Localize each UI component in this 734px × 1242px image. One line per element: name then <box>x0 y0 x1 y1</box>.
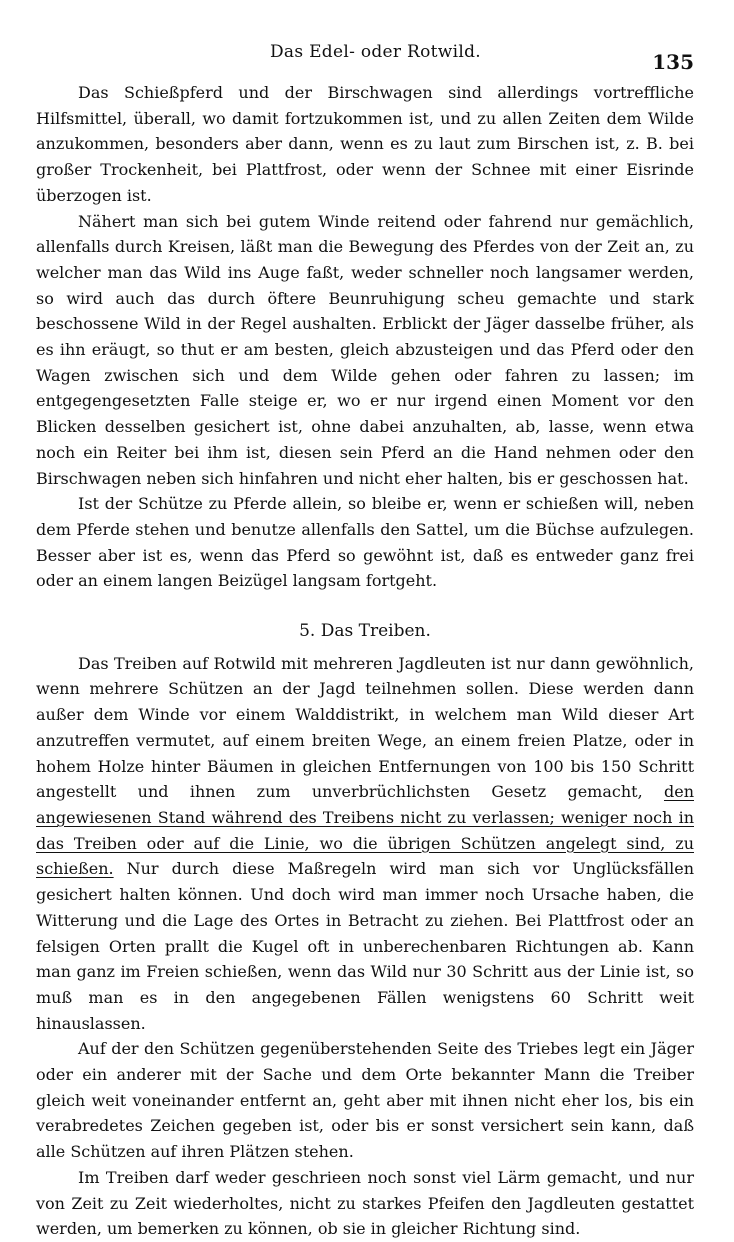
section-heading: 5. Das Treiben. <box>299 621 431 642</box>
body-text <box>36 80 694 1242</box>
paragraph-driven-hunt <box>36 651 694 1037</box>
page-number: 135 <box>652 50 694 74</box>
paragraph-approach: Nähert man sich bei gutem Winde reitend oder fahrend nur gemächlich, allenfalls durch Kreisen, läßt man die Bewegung des Pferdes von der Zeit an, zu welcher man das Wild ins Auge faßt, weder schneller noch langsamer werden, so wird auch das durch öftere Beunruhigung scheu gemachte und stark beschossene Wild in der Regel aushalten. Erblickt der Jäger dasselbe früher, als es ihn eräugt, so thut er am besten, gleich abzusteigen und das Pferd oder den Wagen zwischen sich und dem Wilde gehen oder fahren zu lassen; im entgegengesetzten Falle steige er, wo er nur irgend einen Moment vor den Blicken desselben gesichert ist, ohne dabei anzuhalten, ab, lasse, wenn etwa noch ein Reiter bei ihm ist, diesen sein Pferd an die Hand nehmen oder den Birschwagen neben sich hinfahren und nicht eher halten, bis er geschossen hat. <box>36 211 694 488</box>
running-title: Das Edel- oder Rotwild. <box>270 42 482 62</box>
paragraph-noise: Im Treiben darf weder geschrieen noch sonst viel Lärm gemacht, und nur von Zeit zu Zeit wiederholtes, nicht zu starkes Pfeifen den Jagdleuten gestattet werden, um bemerken zu können, ob sie in gleicher Richtung sind. <box>36 1167 694 1239</box>
text-span: Nur durch diese Maßregeln wird man sich vor Unglücksfällen gesichert halten können. Und doch wird man immer noch Ursache haben, die Witterung und die Lage des Ortes in Betracht zu ziehen. Bei Plattfrost oder an felsigen Orten prallt die Kugel oft in unberechenbaren Richtungen ab. Kann man ganz im Freien schießen, wenn das Wild nur 30 Schritt aus der Linie ist, so muß man es in den angegebenen Fällen wenigstens 60 Schritt weit hinauslassen. <box>36 859 694 1033</box>
paragraph-rider-alone: Ist der Schütze zu Pferde allein, so bleibe er, wenn er schießen will, neben dem Pferde stehen und benutze allenfalls den Sattel, um die Büchse aufzulegen. Besser aber ist es, wenn das Pferd so gewöhnt ist, daß es entweder ganz frei oder an einem langen Beizügel langsam fortgeht. <box>36 494 694 591</box>
text-span: Das Treiben auf Rotwild mit mehreren Jagdleuten ist nur dann gewöhnlich, wenn mehrere Schützen an der Jagd teilnehmen sollen. Diese werden dann außer dem Winde vor einem Walddistrikt, in welchem man Wild dieser Art anzutreffen vermutet, auf einem breiten Wege, an einem freien Platze, oder in hohem Holze hinter Bäumen in gleichen Entfernungen von 100 bis 150 Schritt angestellt und ihnen zum unverbrüchlichsten Gesetz gemacht, <box>36 653 694 802</box>
underlined-passage: den angewiesenen Stand während des Treibens nicht zu verlassen; weniger noch in das Treiben oder auf die Linie, wo die übrigen Schützen angelegt sind, zu schießen. <box>36 782 694 879</box>
paragraph-shooting-horse: Das Schießpferd und der Birschwagen sind allerdings vortreffliche Hilfsmittel, überall, wo damit fortzukommen ist, und zu allen Zeiten dem Wilde anzukommen, besonders aber dann, wenn es zu laut zum Birschen ist, z. B. bei großer Trockenheit, bei Plattfrost, oder wenn der Schnee mit einer Eisrinde überzogen ist. <box>36 83 694 205</box>
paragraph-beaters: Auf der den Schützen gegenüberstehenden Seite des Triebes legt ein Jäger oder ein anderer mit der Sache und dem Orte bekannter Mann die Treiber gleich weit voneinander entfernt an, geht aber mit ihnen nicht eher los, bis ein verabredetes Zeichen gegeben ist, oder bis er sonst versichert sein kann, daß alle Schützen auf ihren Plätzen stehen. <box>36 1039 694 1162</box>
